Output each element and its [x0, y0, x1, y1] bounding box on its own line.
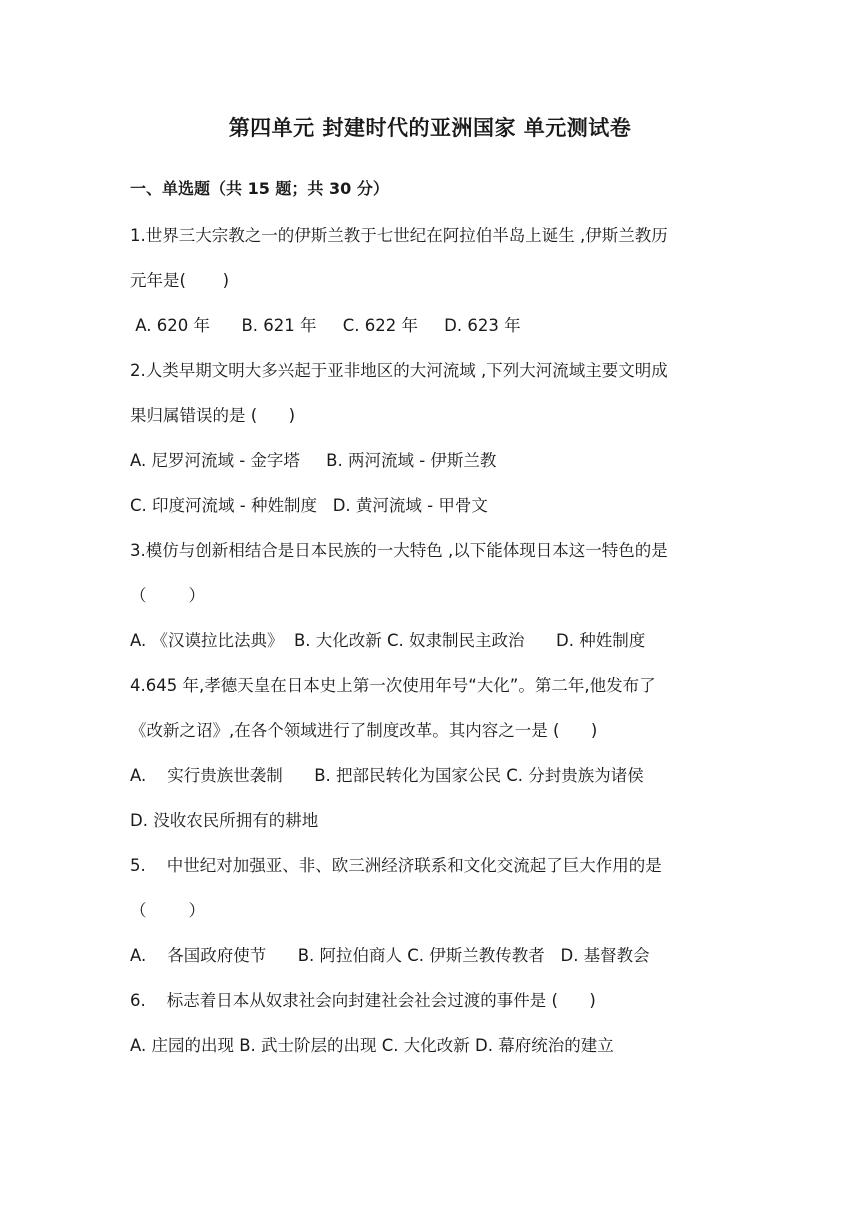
q4-option-d: D. 没收农民所拥有的耕地: [130, 811, 319, 830]
q3-stem-line1: 3.模仿与创新相结合是日本民族的一大特色 ,以下能体现日本这一特色的是: [130, 541, 668, 560]
q2-stem-line2: 果归属错误的是 ( ): [130, 406, 296, 425]
q4-stem-line1: 4.645 年,孝德天皇在日本史上第一次使用年号“大化”。第二年,他发布了: [130, 676, 656, 695]
q6-options: A. 庄园的出现 B. 武士阶层的出现 C. 大化改新 D. 幕府统治的建立: [130, 1036, 614, 1055]
q2-options-cd: C. 印度河流域 - 种姓制度 D. 黄河流域 - 甲骨文: [130, 496, 488, 515]
q4-options-abc: A. 实行贵族世袭制 B. 把部民转化为国家公民 C. 分封贵族为诸侯: [130, 766, 644, 785]
q5-stem-line2: （ ）: [130, 901, 205, 920]
q2-stem-line1: 2.人类早期文明大多兴起于亚非地区的大河流域 ,下列大河流域主要文明成: [130, 361, 668, 380]
q1-stem-line2: 元年是( ): [130, 271, 230, 290]
q2-options-ab: A. 尼罗河流域 - 金字塔 B. 两河流域 - 伊斯兰教: [130, 451, 497, 470]
q1-options: A. 620 年 B. 621 年 C. 622 年 D. 623 年: [130, 316, 521, 335]
page-title: 第四单元 封建时代的亚洲国家 单元测试卷: [228, 116, 632, 140]
q5-stem-line1: 5. 中世纪对加强亚、非、欧三洲经济联系和文化交流起了巨大作用的是: [130, 856, 662, 875]
q3-stem-line2: （ ）: [130, 586, 205, 605]
q4-stem-line2: 《改新之诏》,在各个领域进行了制度改革。其内容之一是 ( ): [130, 721, 598, 740]
q5-options: A. 各国政府使节 B. 阿拉伯商人 C. 伊斯兰教传教者 D. 基督教会: [130, 946, 650, 965]
q6-stem: 6. 标志着日本从奴隶社会向封建社会社会过渡的事件是 ( ): [130, 991, 596, 1010]
section-heading: 一、单选题（共 15 题；共 30 分）: [130, 179, 389, 198]
q3-options: A. 《汉谟拉比法典》 B. 大化改新 C. 奴隶制民主政治 D. 种姓制度: [130, 631, 646, 650]
q1-stem-line1: 1.世界三大宗教之一的伊斯兰教于七世纪在阿拉伯半岛上诞生 ,伊斯兰教历: [130, 226, 668, 245]
